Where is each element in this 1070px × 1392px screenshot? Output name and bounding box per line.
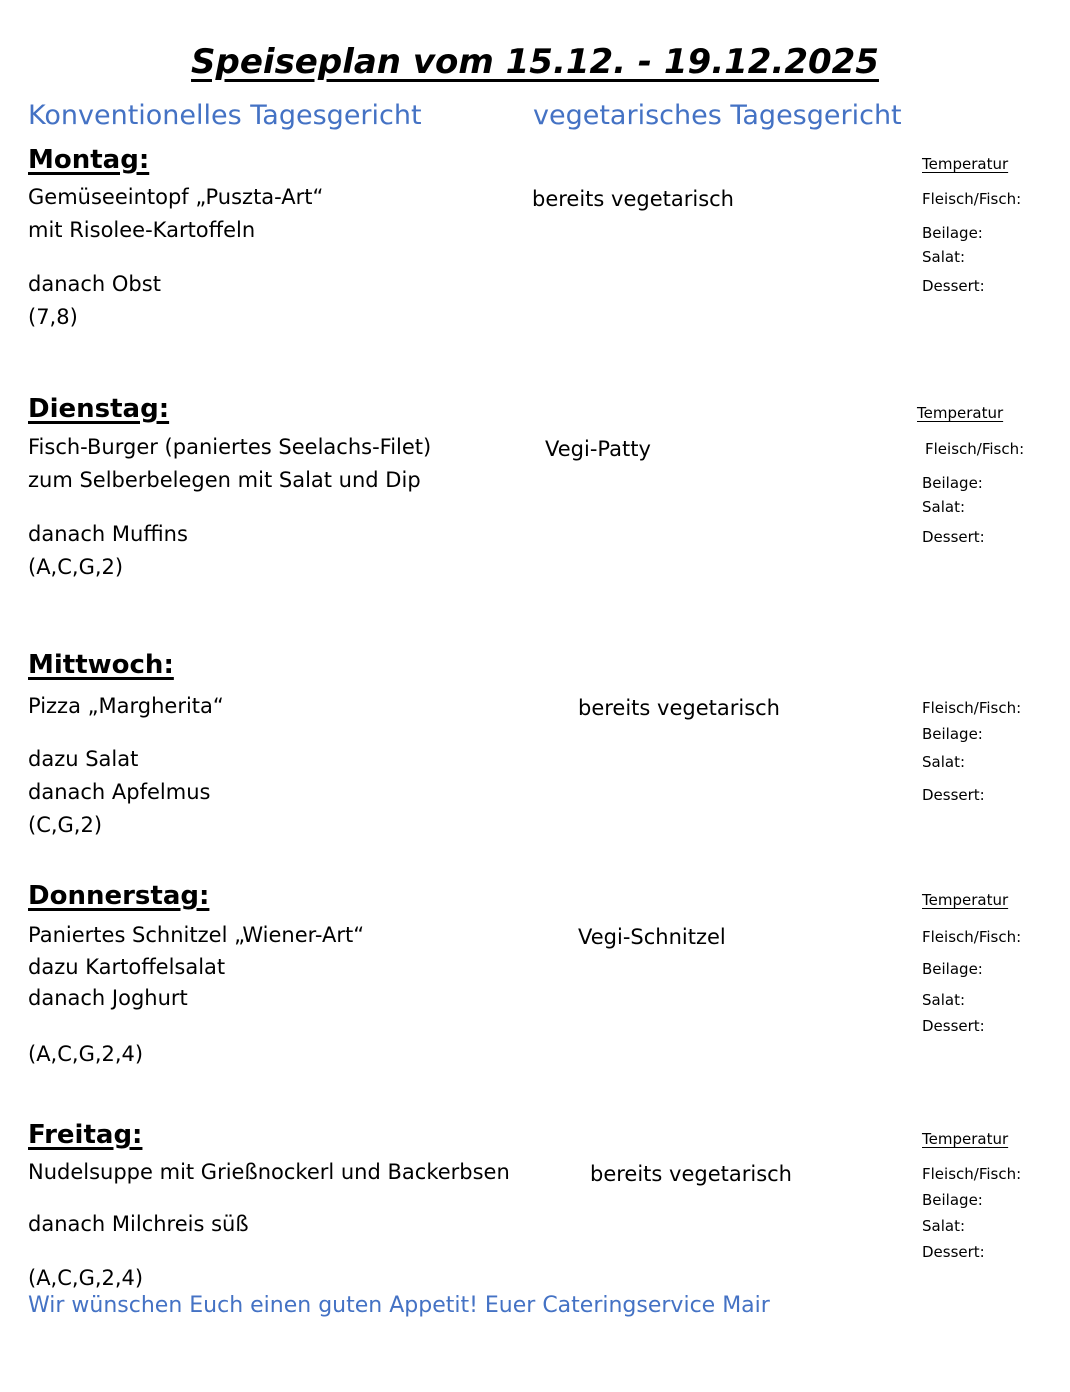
dish-line-2: dazu Kartoffelsalat — [28, 955, 226, 979]
dessert-line: danach Muffins — [28, 522, 188, 546]
day-title: Donnerstag: — [28, 881, 210, 911]
beilage-label: Beilage: — [922, 725, 983, 743]
salat-label: Salat: — [922, 753, 966, 771]
dish-line-2: mit Risolee-Kartoffeln — [28, 218, 256, 242]
temperatur-label: Temperatur — [922, 155, 1009, 173]
dish-line-1: Fisch-Burger (paniertes Seelachs-Filet) — [28, 435, 432, 459]
day-title: Montag: — [28, 145, 150, 175]
dish-line-2: zum Selberbelegen mit Salat und Dip — [28, 468, 421, 492]
dessert-label: Dessert: — [922, 786, 985, 804]
fleisch-fisch-label: Fleisch/Fisch: — [922, 1165, 1022, 1183]
salat-label: Salat: — [922, 991, 966, 1009]
allergens: (A,C,G,2,4) — [28, 1042, 144, 1066]
dish-line-1: Pizza „Margherita“ — [28, 694, 224, 718]
dessert-label: Dessert: — [922, 1243, 985, 1261]
temperatur-label: Temperatur — [922, 1130, 1009, 1148]
dessert-label: Dessert: — [922, 528, 985, 546]
salad-line: dazu Salat — [28, 747, 139, 771]
dessert-line: danach Obst — [28, 272, 161, 296]
salat-label: Salat: — [922, 498, 966, 516]
allergens: (C,G,2) — [28, 813, 103, 837]
allergens: (A,C,G,2) — [28, 555, 124, 579]
vegetarian-option: bereits vegetarisch — [590, 1162, 792, 1186]
dessert-line: danach Milchreis süß — [28, 1212, 249, 1236]
temperatur-label: Temperatur — [917, 404, 1004, 422]
beilage-label: Beilage: — [922, 960, 983, 978]
fleisch-fisch-label: Fleisch/Fisch: — [922, 928, 1022, 946]
day-title: Dienstag: — [28, 394, 170, 424]
fleisch-fisch-label: Fleisch/Fisch: — [925, 440, 1025, 458]
vegetarian-option: bereits vegetarisch — [532, 187, 734, 211]
dish-line-1: Paniertes Schnitzel „Wiener-Art“ — [28, 923, 365, 947]
beilage-label: Beilage: — [922, 224, 983, 242]
dessert-label: Dessert: — [922, 277, 985, 295]
fleisch-fisch-label: Fleisch/Fisch: — [922, 190, 1022, 208]
allergens: (7,8) — [28, 305, 78, 329]
column-header-vegetarian: vegetarisches Tagesgericht — [533, 100, 902, 131]
vegetarian-option: Vegi-Patty — [545, 437, 651, 461]
vegetarian-option: Vegi-Schnitzel — [578, 925, 726, 949]
day-title: Freitag: — [28, 1120, 143, 1150]
page-title — [0, 42, 1070, 82]
dish-line-1: Gemüseeintopf „Puszta-Art“ — [28, 185, 324, 209]
allergens: (A,C,G,2,4) — [28, 1266, 144, 1290]
dessert-label: Dessert: — [922, 1017, 985, 1035]
dish-line-1: Nudelsuppe mit Grießnockerl und Backerbsen — [28, 1160, 510, 1184]
salat-label: Salat: — [922, 1217, 966, 1235]
page-title-text: Speiseplan vom 15.12. - 19.12.2025 — [191, 42, 879, 82]
vegetarian-option: bereits vegetarisch — [578, 696, 780, 720]
salat-label: Salat: — [922, 248, 966, 266]
column-header-conventional: Konventionelles Tagesgericht — [28, 100, 422, 131]
temperatur-label: Temperatur — [922, 891, 1009, 909]
beilage-label: Beilage: — [922, 1191, 983, 1209]
fleisch-fisch-label: Fleisch/Fisch: — [922, 699, 1022, 717]
beilage-label: Beilage: — [922, 474, 983, 492]
dessert-line: danach Joghurt — [28, 986, 188, 1010]
footer-message: Wir wünschen Euch einen guten Appetit! Euer Cateringservice Mair — [28, 1293, 770, 1318]
dessert-line: danach Apfelmus — [28, 780, 211, 804]
day-title: Mittwoch: — [28, 650, 174, 680]
